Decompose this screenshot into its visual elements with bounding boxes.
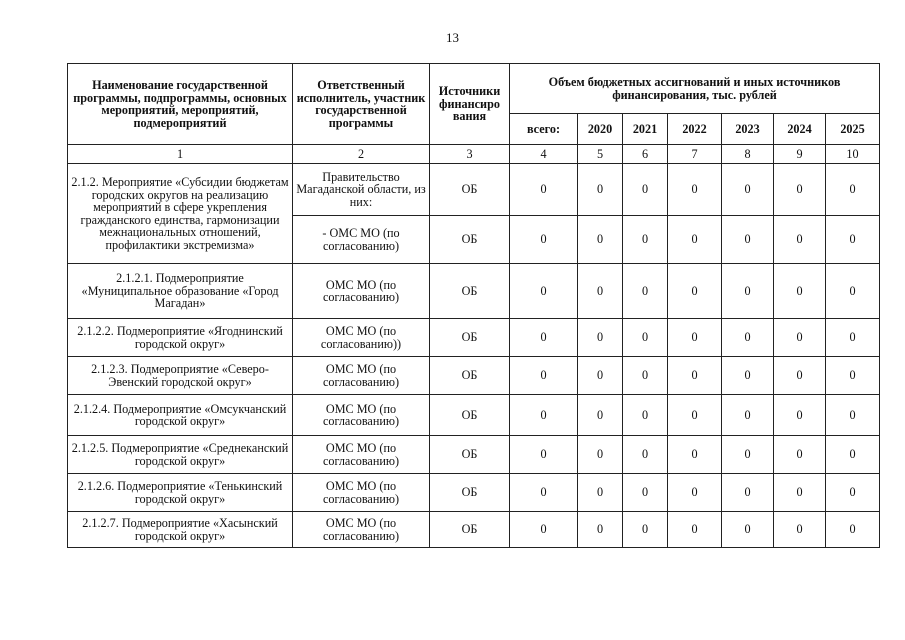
row-value: 0	[578, 164, 623, 216]
row-executor: Правительство Магаданской области, из них:	[293, 164, 430, 216]
row-value: 0	[774, 216, 826, 264]
table-row	[68, 512, 880, 548]
row-source: ОБ	[430, 164, 510, 216]
row-value: 0	[510, 512, 578, 548]
row-value: 0	[826, 264, 880, 319]
row-value: 0	[826, 164, 880, 216]
row-value: 0	[623, 357, 668, 395]
row-source: ОБ	[430, 474, 510, 512]
row-value: 0	[623, 164, 668, 216]
row-name: 2.1.2.7. Подмероприятие «Хасынский городской округ»	[68, 512, 293, 548]
row-executor: ОМС МО (по согласованию)	[293, 357, 430, 395]
row-value: 0	[510, 216, 578, 264]
table-row	[68, 474, 880, 512]
row-value: 0	[510, 357, 578, 395]
row-value: 0	[774, 395, 826, 436]
row-value: 0	[774, 436, 826, 474]
table-row	[68, 357, 880, 395]
row-value: 0	[826, 319, 880, 357]
row-value: 0	[722, 357, 774, 395]
row-name: 2.1.2.1. Подмероприятие «Муниципальное образование «Город Магадан»	[68, 264, 293, 319]
row-value: 0	[826, 512, 880, 548]
column-number: 10	[826, 145, 880, 164]
row-value: 0	[623, 512, 668, 548]
row-value: 0	[774, 164, 826, 216]
row-value: 0	[510, 164, 578, 216]
header-budget: Объем бюджетных ассигнований и иных источников финансирования, тыс. рублей	[510, 64, 880, 114]
row-executor: ОМС МО (по согласованию)	[293, 474, 430, 512]
table-row	[68, 436, 880, 474]
row-source: ОБ	[430, 264, 510, 319]
row-value: 0	[510, 436, 578, 474]
header-year: 2022	[668, 114, 722, 145]
row-value: 0	[826, 395, 880, 436]
row-value: 0	[623, 395, 668, 436]
row-value: 0	[826, 216, 880, 264]
row-executor: ОМС МО (по согласованию)	[293, 512, 430, 548]
row-value: 0	[578, 474, 623, 512]
row-executor: ОМС МО (по согласованию)	[293, 395, 430, 436]
row-value: 0	[668, 216, 722, 264]
row-value: 0	[668, 512, 722, 548]
row-executor: ОМС МО (по согласованию)	[293, 264, 430, 319]
column-number: 7	[668, 145, 722, 164]
row-name: 2.1.2.3. Подмероприятие «Северо-Эвенский городской округ»	[68, 357, 293, 395]
row-value: 0	[578, 395, 623, 436]
row-executor: ОМС МО (по согласованию)	[293, 436, 430, 474]
row-value: 0	[774, 264, 826, 319]
row-name: 2.1.2.4. Подмероприятие «Омсукчанский городской округ»	[68, 395, 293, 436]
row-value: 0	[722, 395, 774, 436]
row-value: 0	[668, 319, 722, 357]
column-numbers-row	[68, 145, 880, 164]
column-number: 3	[430, 145, 510, 164]
row-value: 0	[668, 395, 722, 436]
row-value: 0	[623, 436, 668, 474]
row-executor: ОМС МО (по согласованию))	[293, 319, 430, 357]
row-value: 0	[774, 474, 826, 512]
row-source: ОБ	[430, 319, 510, 357]
row-name: 2.1.2.5. Подмероприятие «Среднеканский городской округ»	[68, 436, 293, 474]
header-year: 2024	[774, 114, 826, 145]
column-number: 4	[510, 145, 578, 164]
row-name: 2.1.2.6. Подмероприятие «Тенькинский городской округ»	[68, 474, 293, 512]
row-value: 0	[722, 264, 774, 319]
column-number: 9	[774, 145, 826, 164]
row-value: 0	[722, 319, 774, 357]
row-value: 0	[722, 164, 774, 216]
header-year: 2021	[623, 114, 668, 145]
row-executor: - ОМС МО (по согласованию)	[293, 216, 430, 264]
header-total: всего:	[510, 114, 578, 145]
header-executor: Ответственный исполнитель, участник государственной программы	[293, 64, 430, 145]
column-number: 1	[68, 145, 293, 164]
row-value: 0	[578, 512, 623, 548]
row-name: 2.1.2. Мероприятие «Субсидии бюджетам городских округов на реализацию мероприятий в сфере укрепления гражданского единства, гармонизации межнациональных отношений, профилактики экстремизма»	[68, 164, 293, 264]
row-value: 0	[623, 319, 668, 357]
table-row	[68, 264, 880, 319]
row-value: 0	[578, 436, 623, 474]
header-year: 2025	[826, 114, 880, 145]
header-sources: Источники финансиро вания	[430, 64, 510, 145]
row-value: 0	[722, 474, 774, 512]
header-year: 2020	[578, 114, 623, 145]
row-value: 0	[510, 264, 578, 319]
budget-table	[67, 63, 880, 548]
row-name: 2.1.2.2. Подмероприятие «Ягоднинский городской округ»	[68, 319, 293, 357]
row-value: 0	[578, 357, 623, 395]
row-value: 0	[668, 436, 722, 474]
row-source: ОБ	[430, 436, 510, 474]
row-value: 0	[722, 512, 774, 548]
row-value: 0	[722, 436, 774, 474]
row-value: 0	[510, 395, 578, 436]
page-number: 13	[446, 30, 459, 45]
column-number: 2	[293, 145, 430, 164]
column-number: 6	[623, 145, 668, 164]
row-source: ОБ	[430, 512, 510, 548]
header-year: 2023	[722, 114, 774, 145]
row-value: 0	[774, 512, 826, 548]
table-row	[68, 395, 880, 436]
row-value: 0	[510, 474, 578, 512]
row-value: 0	[774, 319, 826, 357]
row-value: 0	[826, 436, 880, 474]
row-value: 0	[774, 357, 826, 395]
column-number: 8	[722, 145, 774, 164]
row-value: 0	[623, 474, 668, 512]
row-value: 0	[510, 319, 578, 357]
row-value: 0	[578, 216, 623, 264]
row-value: 0	[623, 216, 668, 264]
row-value: 0	[578, 319, 623, 357]
row-value: 0	[623, 264, 668, 319]
row-value: 0	[826, 357, 880, 395]
column-number: 5	[578, 145, 623, 164]
row-value: 0	[826, 474, 880, 512]
header-name: Наименование государственной программы, подпрограммы, основных мероприятий, мероприятий, подмероприятий	[68, 64, 293, 145]
row-value: 0	[668, 164, 722, 216]
row-source: ОБ	[430, 395, 510, 436]
table-row	[68, 164, 880, 216]
row-value: 0	[578, 264, 623, 319]
row-value: 0	[668, 474, 722, 512]
table-row	[68, 319, 880, 357]
row-value: 0	[722, 216, 774, 264]
row-source: ОБ	[430, 216, 510, 264]
header-row	[68, 64, 880, 114]
row-source: ОБ	[430, 357, 510, 395]
row-value: 0	[668, 264, 722, 319]
row-value: 0	[668, 357, 722, 395]
